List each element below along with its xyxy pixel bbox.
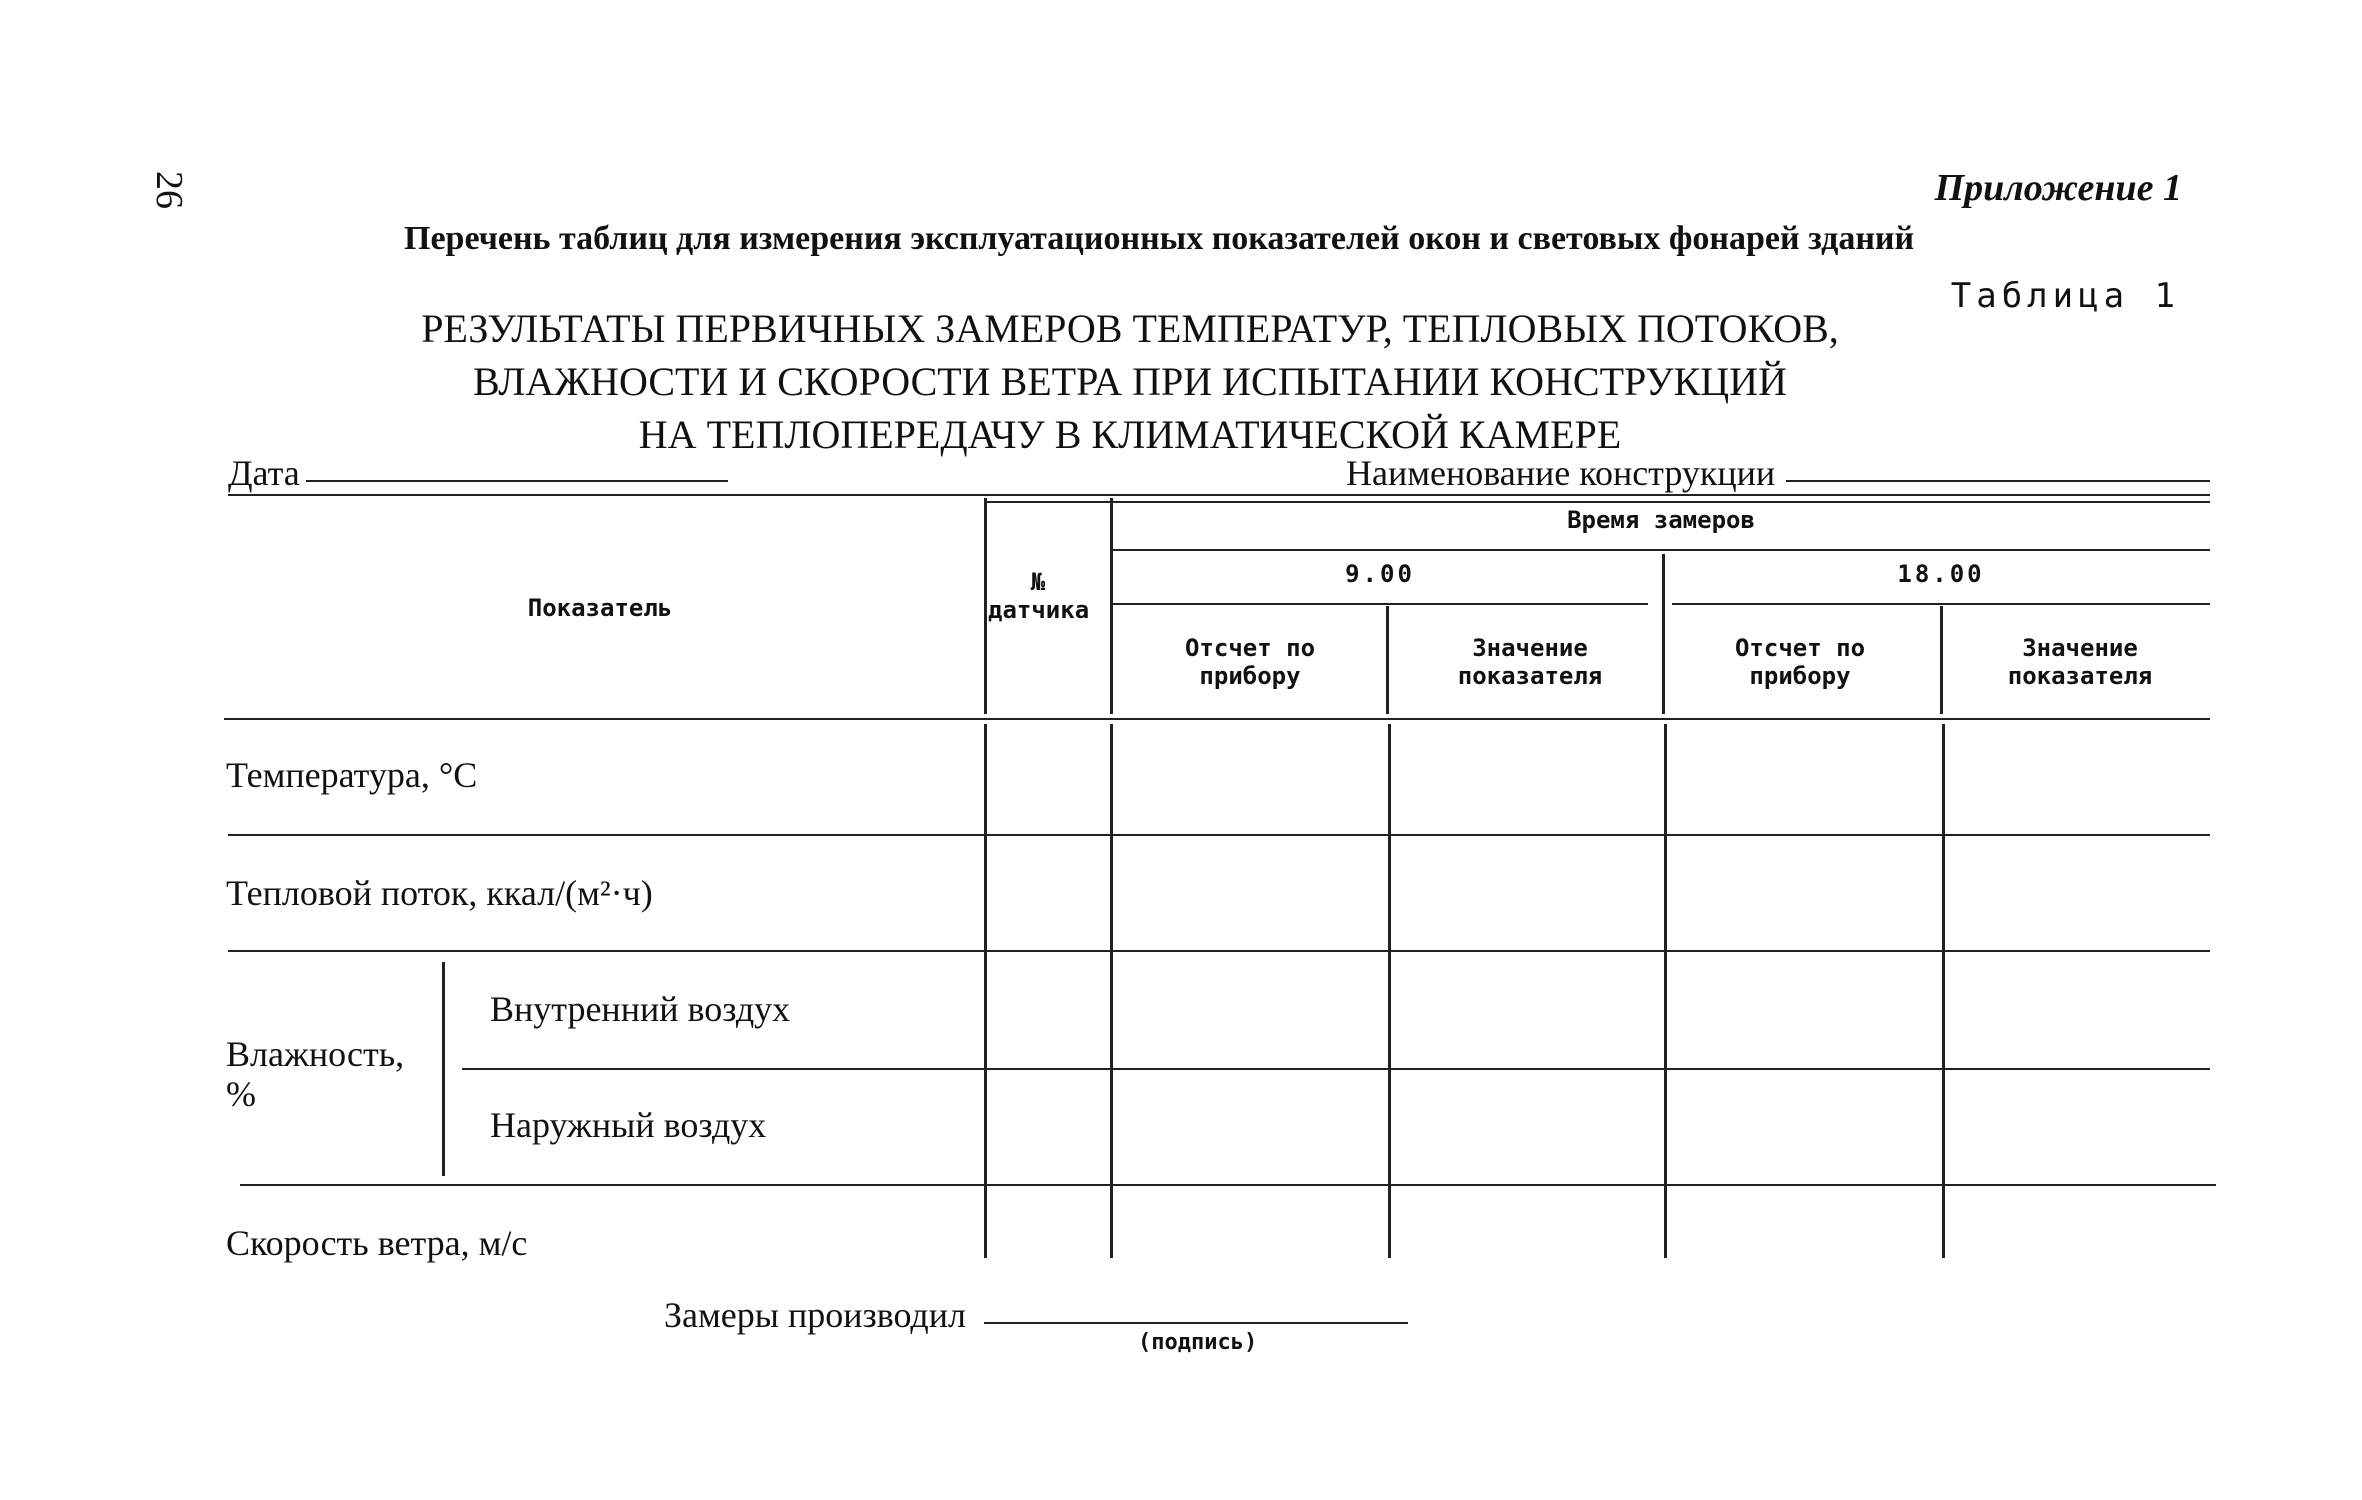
- construction-label: Наименование конструкции: [1346, 453, 1776, 493]
- col-divider: [1940, 606, 1943, 714]
- title-line: ВЛАЖНОСТИ И СКОРОСТИ ВЕТРА ПРИ ИСПЫТАНИИ КОНСТРУКЦИЙ: [473, 359, 1787, 404]
- header-value-1: Значение показателя: [1457, 634, 1603, 690]
- table-top-border: [228, 494, 2210, 496]
- col-divider: [984, 724, 987, 1258]
- time1-divider: [1112, 603, 1648, 605]
- signature-label: Замеры производил: [664, 1295, 966, 1335]
- row-heat-flow: Тепловой поток, ккал/(м²·ч): [226, 873, 653, 913]
- page-number: 26: [148, 171, 190, 209]
- title-line: НА ТЕПЛОПЕРЕДАЧУ В КЛИМАТИЧЕСКОЙ КАМЕРЕ: [638, 412, 1622, 457]
- time-group-divider: [1112, 549, 2210, 551]
- signature-caption: (подпись): [1138, 1330, 1258, 1355]
- row-temperature: Температура, °С: [226, 755, 478, 795]
- row-separator: [228, 834, 2210, 836]
- header-reading-2: Отсчет по прибору: [1734, 634, 1866, 690]
- col-divider: [1388, 724, 1391, 1258]
- col-divider: [1110, 724, 1113, 1258]
- main-title: [420, 302, 1840, 461]
- appendix-label: Приложение 1: [1934, 167, 2182, 209]
- signature-line[interactable]: [984, 1322, 1408, 1324]
- time2-divider: [1672, 603, 2210, 605]
- header-time-group: Время замеров: [1567, 506, 1755, 534]
- header-indicator: Показатель: [527, 594, 673, 622]
- col-divider: [1386, 606, 1389, 714]
- table-top-border-inner: [985, 501, 2210, 503]
- header-time-1: 9.00: [1345, 560, 1415, 588]
- header-bottom-border: [224, 718, 2210, 720]
- col-divider: [1942, 724, 1945, 1258]
- header-sensor-number: № датчика: [988, 568, 1090, 624]
- list-title: Перечень таблиц для измерения эксплуатационных показателей окон и световых фонарей зданий: [404, 220, 1915, 257]
- row-inner-air: Внутренний воздух: [490, 989, 791, 1029]
- row-humidity: Влажность, %: [226, 1034, 405, 1114]
- humidity-sub-separator: [462, 1068, 2210, 1070]
- row-outer-air: Наружный воздух: [490, 1105, 767, 1145]
- row-separator: [240, 1184, 2216, 1186]
- header-value-2: Значение показателя: [2007, 634, 2153, 690]
- humidity-divider: [442, 962, 445, 1176]
- col-divider: [984, 498, 987, 714]
- table-label: Таблица 1: [1950, 276, 2180, 316]
- header-reading-1: Отсчет по прибору: [1184, 634, 1316, 690]
- row-separator: [228, 950, 2210, 952]
- date-field-line[interactable]: [306, 480, 728, 482]
- construction-field-line[interactable]: [1786, 480, 2210, 482]
- header-time-2: 18.00: [1897, 560, 1985, 588]
- col-divider: [1664, 724, 1667, 1258]
- title-line: РЕЗУЛЬТАТЫ ПЕРВИЧНЫХ ЗАМЕРОВ ТЕМПЕРАТУР, ТЕПЛОВЫХ ПОТОКОВ,: [421, 306, 1839, 351]
- date-label: Дата: [228, 453, 300, 493]
- col-divider: [1662, 554, 1665, 714]
- row-wind-speed: Скорость ветра, м/с: [226, 1223, 528, 1263]
